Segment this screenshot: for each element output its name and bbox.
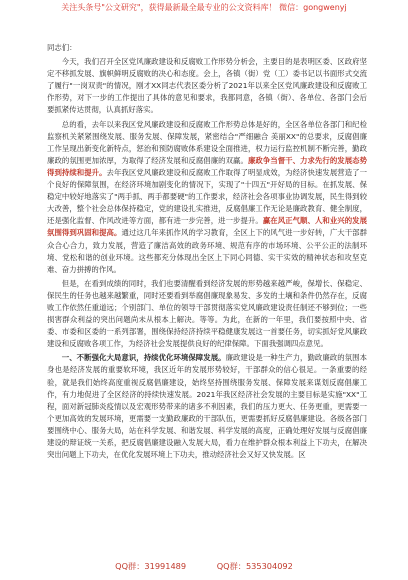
paragraph-2-highlight-2: 赢在风正气顺、人和业兴的发展氛围得到巩固和提高。 bbox=[47, 216, 367, 238]
paragraph-1: 今天，我们召开全区党风廉政建设和反腐败工作形势分析会，主要目的是表明区委、区政府坚定不移抓发展、旗帜鲜明反腐败的决心和态度。会上，各镇（街）党（工）委书记以书面形式交流了履行"一岗双责"的情况，刚才XX同志代表区委分析了2021年以来全区党风廉政建设和反腐败工作形势，对下一步的工作提出了具体的意见和要求，我都同意，各镇（街）、各单位、各部门会后要抓紧传达贯彻，认真抓好落实。 bbox=[47, 57, 367, 115]
paragraph-2-text-c: 通过这几年来抓作风的学习教育，全区上下的风气进一步好转，广大干部群众合心合力，致力发展，营造了廉洁高效的政务环境、规范有序的市场环境、公平公正的法制环境、党松和谐的创业环境。这些都充分体现出全区上下同心同德、实干实效的精神状态和攻坚克难、奋力拼搏的作风。 bbox=[47, 228, 367, 274]
paragraph-2-highlight-1: 廉政争当督干、力求先行的发展态势得到持续和提升。 bbox=[47, 155, 367, 177]
section-heading-1: 一、不断强化大局意识，持续优化环境保障发展。 bbox=[61, 353, 226, 363]
paragraph-2-text-a: 总的看，去年以来我区党风廉政建设和反腐败工作形势总体是好的，全区各单位各部门和纪检监察机关紧紧围绕发展、服务发展、保障发展，紧密结合"严细融合 美丽XX"的总要求，反腐倡廉工作呈现出新变化新特点，惩治和预防腐败体系建设全面推进，权力运行监控机制不断完善，勤政廉政的氛围更加浓厚，为取得了经济发展和反腐倡廉的双赢。 bbox=[47, 119, 367, 165]
paragraph-2 bbox=[47, 119, 367, 276]
paragraph-4-text: 廉政建设是一种生产力，勤政廉政的氛围本身也是经济发展的重要软环境，我区近年的发展形势较好，干部群众的信心很足。一条重要的经验，就是我们始终高度重视反腐倡廉建设，始终坚持围绕服务发展、保障发展来谋划反腐倡廉工作，有力地促进了全区经济的持续快速发展。2021年我区经济社会发展的主要目标是实施"XX"工程，面对新冠肺炎疫情以及宏观形势带来的诸多不利因素，我们的压力更大、任务更重，更需要一个更加高效的发展环境，更需要一支勤政廉政的干部队伍，更需要抓好反腐倡廉建设。各级各部门要围绕中心、服务大局，站在科学发展、和谐发展、科学发展的高度，正确处理好发展与反腐倡廉建设的辩证统一关系，把反腐倡廉建设融入发展大局，看力在维护群众根本利益上下功夫，在解决突出问题上下功夫，在优化发展环境上下功夫，推动经济社会又好又快发展。区 bbox=[47, 353, 367, 460]
paragraph-4 bbox=[47, 352, 367, 461]
paragraph-2-text-b: 去年我区党风廉政建设和反腐败工作取得了明显成效，为经济快速发展营造了一个良好的保障氛围，在经济环境加剧变化的情况下，实现了"十四五"开好局的目标。在抓发展、保稳定中较好地落实了"两手抓、两手都要硬"的工作要求，经济社会各项事业协调发展，民生得到较大改善，整个社会总体保持稳定，党的建设扎实推进，反腐倡廉工作无论是廉政教育、健全制度，还是强化监督、作风改进等方面，都有进一步完善，进一步提升。 bbox=[47, 167, 367, 226]
speech-body bbox=[47, 42, 367, 461]
greeting: 同志们： bbox=[47, 43, 77, 52]
footer-contacts bbox=[0, 561, 408, 572]
qq-group-1: QQ群：31991489 bbox=[115, 561, 187, 571]
paragraph-3: 但是，在看到成绩的同时，我们也要清醒看到经济发展的形势越来越严峻，保增长、保稳定、保民生的任务也越来越繁重，同时还要看到举腐倡廉现象易发、多发的土壤和条件仍然存在，反腐败工作依然任重道远；个别部门、单位的领导干部贯彻落实党风廉政建设责任制还不够到位；一些损害群众利益的突出问题尚未从根本上解决。等等。为此，在新的一年里，我们要按照中央、省委、市委和区委的一系列部署，围绕保持经济持续平稳健康发展这一首要任务，切实抓好党风廉政建设和反腐败各项工作，为经济社会发展提供良好的纪律保障。下面我强调四点意见。 bbox=[47, 278, 367, 349]
qq-group-2: QQ群：535304092 bbox=[216, 561, 293, 571]
promo-banner: 关注头条号"公文研究"，获得最新最全最专业的公文资料库！ 微信：gongwenyj bbox=[61, 3, 347, 12]
